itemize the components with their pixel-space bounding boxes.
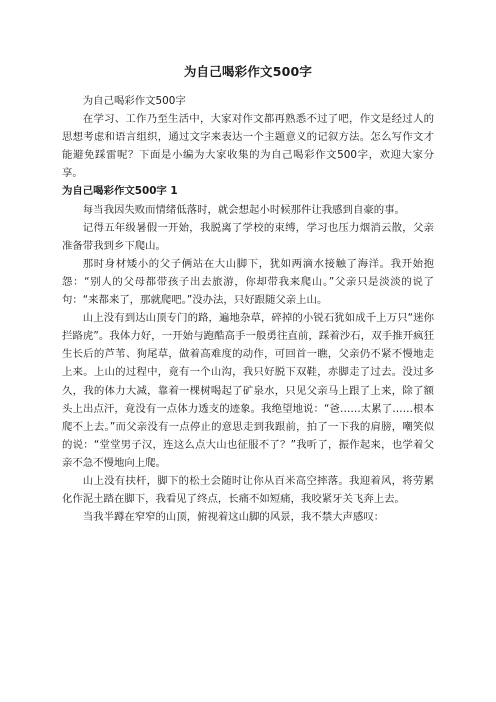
body-paragraph: 记得五年级暑假一开始，我脱离了学校的束缚，学习也压力烟消云散，父亲准备带我到乡下爬山。 — [62, 221, 434, 252]
section-subheading: 为自己喝彩作文500字 1 — [62, 185, 178, 198]
body-paragraph: 每当我因失败而情绪低落时，就会想起小时候那件让我感到自豪的事。 — [82, 203, 405, 216]
body-paragraph: 山上没有到达山顶专门的路，遍地杂草，碎掉的小锐石犹如成千上万只“迷你拦路虎”。我体力好，一开始与跑酷高手一般勇往直前，踩着沙石，双手推开疯狂生长后的芦苇、狗尾草，做着高难度的动作，可回首一瞧，父亲仍不紧不慢地走上来。上山的过程中，竟有一个山沟，我只好脱下双鞋，赤脚走了过去。没过多久，我的体力大减，靠着一棵树喝起了矿泉水，只见父亲马上跟了上来，除了额头上出点汗，竟没有一点体力透支的迹象。我绝望地说：“爸……太累了……根本爬不上去。”而父亲没有一点停止的意思走到我跟前，拍了一下我的肩膀，嘲笑似的说：“堂堂男子汉，连这么点大山也征服不了？”我听了，振作起来，也学着父亲不急不慢地向上爬。 — [62, 312, 434, 469]
intro-heading-line: 为自己喝彩作文500字 — [82, 95, 186, 107]
body-paragraph: 那时身材矮小的父子俩站在大山脚下，犹如两滴水接触了海洋。我开始抱怨：“别人的父母都带孩子出去旅游，你却带我来爬山。”父亲只是淡淡的说了句：“来都来了，那就爬吧。”没办法，只好跟随父亲上山。 — [62, 257, 434, 307]
document-body — [62, 92, 434, 526]
document-title: 为自己喝彩作文500字 — [183, 64, 313, 79]
intro-paragraph: 在学习、工作乃至生活中，大家对作文都再熟悉不过了吧，作文是经过人的思想考虑和语言组织，通过文字来表达一个主题意义的记叙方法。怎么写作文才能避免踩雷呢？下面是小编为大家收集的为自己喝彩作文500字，欢迎大家分享。 — [62, 113, 434, 180]
body-paragraph: 当我半蹲在窄窄的山顶，俯视着这山脚的风景，我不禁大声感叹： — [82, 511, 385, 524]
body-paragraph: 山上没有扶杆，脚下的松土会随时让你从百米高空摔落。我迎着风，将劳累化作泥土踏在脚下，我看见了终点，长痛不如短痛，我咬紧牙关飞奔上去。 — [62, 474, 434, 506]
